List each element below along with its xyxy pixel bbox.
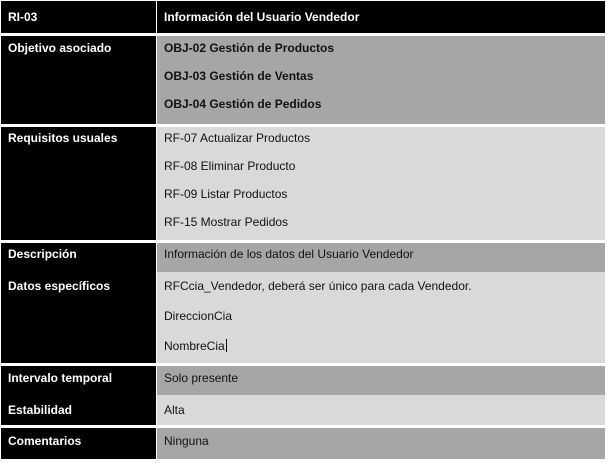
requisitos-row — [1, 127, 605, 240]
text-cursor — [226, 339, 227, 352]
requirement-id-cell — [1, 1, 156, 33]
objetivo-item: OBJ-03 Gestión de Ventas — [164, 69, 314, 83]
comentarios-value-cell — [157, 428, 605, 459]
datos-label: Datos específicos — [8, 279, 111, 293]
objetivo-item: OBJ-04 Gestión de Pedidos — [164, 97, 322, 111]
requisito-item: RF-08 Eliminar Producto — [164, 159, 296, 173]
dato-item: DireccionCia — [164, 309, 233, 323]
intervalo-value-cell — [157, 366, 605, 395]
comentarios-value: Ninguna — [164, 434, 209, 448]
requisitos-label-cell — [1, 127, 156, 240]
requisito-item: RF-15 Mostrar Pedidos — [164, 215, 289, 229]
requisitos-label: Requisitos usuales — [8, 131, 118, 145]
descripcion-value-cell — [157, 243, 605, 272]
estabilidad-value-cell — [157, 395, 605, 425]
header-row — [1, 1, 605, 33]
descripcion-datos-row — [1, 243, 605, 363]
estabilidad-value: Alta — [164, 403, 185, 417]
dato-item: RFCcia_Vendedor, deberá ser único para cada Vendedor. — [164, 279, 472, 293]
objetivo-row — [1, 36, 605, 124]
requirement-title-cell — [157, 1, 605, 33]
objetivo-label-cell — [1, 36, 156, 124]
requirement-table — [1, 1, 605, 461]
objetivo-item: OBJ-02 Gestión de Productos — [164, 41, 335, 55]
comentarios-label: Comentarios — [8, 434, 82, 448]
requirement-id: RI-03 — [8, 10, 38, 24]
intervalo-value: Solo presente — [164, 371, 239, 385]
objetivo-label: Objetivo asociado — [8, 41, 112, 55]
requisito-item: RF-07 Actualizar Productos — [164, 131, 311, 145]
dato-item-with-cursor[interactable] — [164, 338, 227, 354]
descripcion-label: Descripción — [8, 247, 77, 261]
intervalo-estabilidad-row — [1, 366, 605, 425]
datos-value-cell — [157, 272, 605, 363]
descripcion-datos-label-cell — [1, 243, 156, 363]
dato-item: NombreCia — [164, 339, 225, 353]
estabilidad-label: Estabilidad — [8, 403, 73, 417]
objetivo-value-cell — [157, 36, 605, 124]
comentarios-row — [1, 428, 605, 459]
requirement-title: Información del Usuario Vendedor — [164, 10, 360, 24]
requisitos-value-cell — [157, 127, 605, 240]
descripcion-value: Información de los datos del Usuario Vendedor — [164, 247, 414, 261]
requisito-item: RF-09 Listar Productos — [164, 187, 288, 201]
intervalo-label: Intervalo temporal — [8, 371, 113, 385]
intervalo-estabilidad-label-cell — [1, 366, 156, 425]
comentarios-label-cell — [1, 428, 156, 459]
